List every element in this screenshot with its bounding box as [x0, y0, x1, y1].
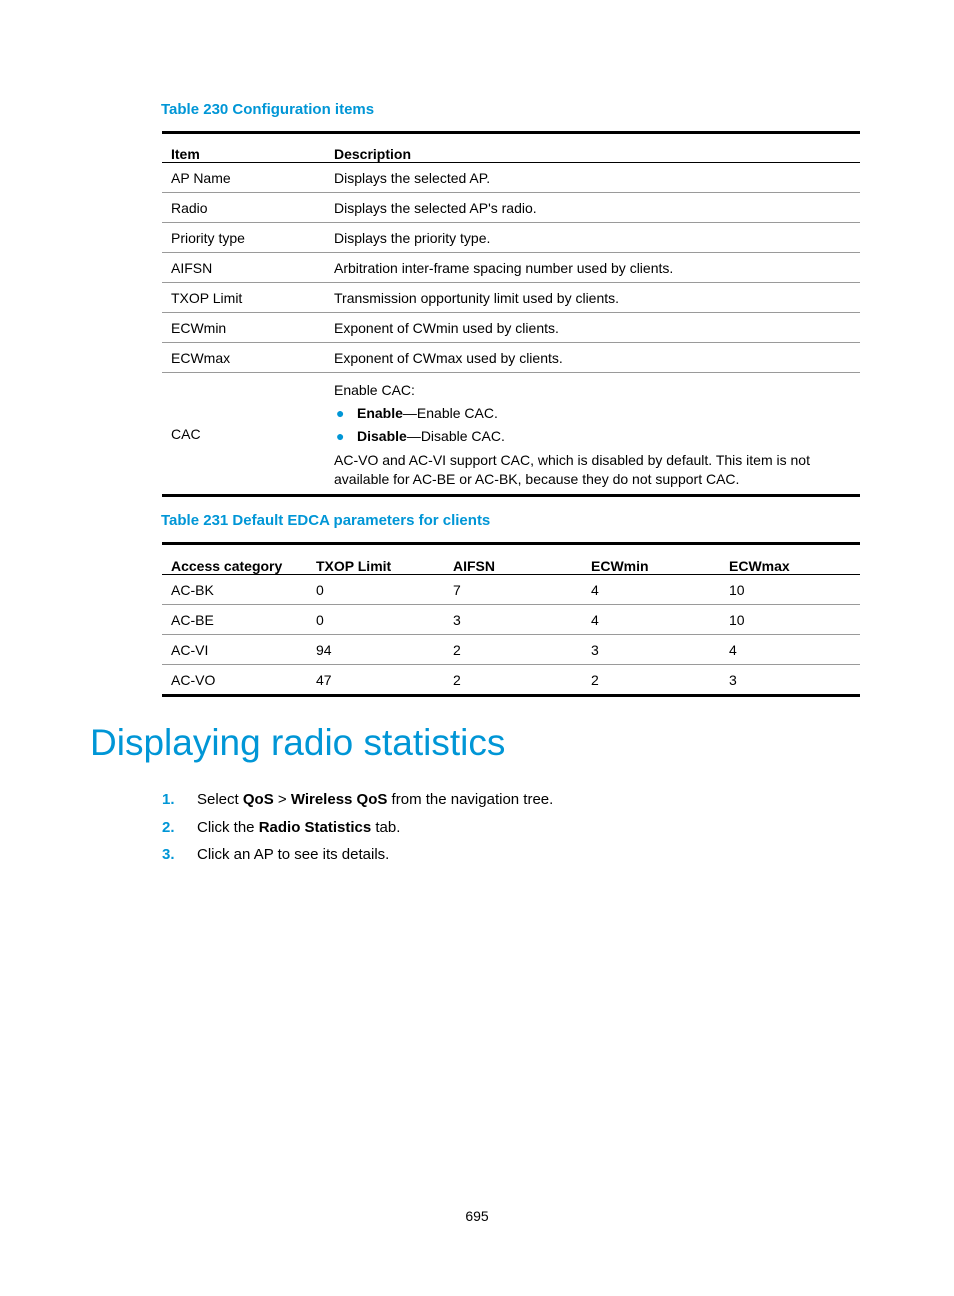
description-cell: Displays the selected AP.	[325, 163, 860, 193]
table-cell: 4	[582, 605, 720, 635]
column-header-ecwmax: ECWmax	[720, 544, 860, 575]
step-number: 1.	[162, 791, 175, 808]
table-cell: 7	[444, 575, 582, 605]
description-cell: Exponent of CWmin used by clients.	[325, 313, 860, 343]
bullet-icon: ●	[336, 428, 345, 444]
table-cell: AC-VI	[162, 635, 307, 665]
item-cell: ECWmin	[162, 313, 325, 343]
description-cell	[325, 373, 860, 496]
step-item	[162, 786, 553, 814]
bullet-icon: ●	[336, 405, 345, 421]
table-row	[162, 253, 860, 283]
table-cell: AC-BK	[162, 575, 307, 605]
step-text	[197, 846, 389, 863]
cac-intro: Enable CAC:	[334, 382, 415, 398]
column-header-access-category: Access category	[162, 544, 307, 575]
table-cell: 2	[444, 635, 582, 665]
table-row	[162, 605, 860, 635]
table-row	[162, 193, 860, 223]
section-title: Displaying radio statistics	[90, 722, 506, 763]
table-231-caption: Table 231 Default EDCA parameters for clients	[161, 512, 491, 529]
option-term: Enable	[357, 405, 403, 421]
table-header-row	[162, 544, 860, 575]
option-term: Disable	[357, 428, 407, 444]
step-number: 3.	[162, 846, 175, 863]
step-text-run: >	[273, 791, 291, 808]
table-row	[162, 665, 860, 696]
cac-note: AC-VO and AC-VI support CAC, which is disabled by default. This item is not available for AC-BE or AC-BK, because they do not support CAC.	[334, 452, 810, 487]
column-header-aifsn: AIFSN	[444, 544, 582, 575]
item-cell: Priority type	[162, 223, 325, 253]
item-cell: Radio	[162, 193, 325, 223]
table-cell: 0	[307, 605, 444, 635]
step-text-run: Click an AP to see its details.	[197, 846, 390, 863]
table-row	[162, 635, 860, 665]
step-item	[162, 841, 553, 869]
table-row-cac	[162, 373, 860, 496]
edca-parameters-table	[162, 542, 860, 697]
column-header-ecwmin: ECWmin	[582, 544, 720, 575]
table-230-caption: Table 230 Configuration items	[161, 101, 375, 118]
item-cell: CAC	[162, 373, 325, 496]
table-cell: 47	[307, 665, 444, 696]
item-cell: AIFSN	[162, 253, 325, 283]
description-cell: Transmission opportunity limit used by clients.	[325, 283, 860, 313]
table-cell: 3	[720, 665, 860, 696]
step-text-run: tab.	[371, 818, 401, 836]
list-item	[334, 425, 860, 448]
configuration-items-table	[162, 131, 860, 497]
ui-term: Radio Statistics	[258, 818, 372, 836]
table-cell: 2	[582, 665, 720, 696]
table-row	[162, 575, 860, 605]
table-cell: 3	[582, 635, 720, 665]
column-header-description: Description	[325, 133, 860, 163]
step-text-run: Click the	[197, 818, 259, 836]
step-text-run: Select	[197, 791, 243, 808]
table-row	[162, 223, 860, 253]
table-row	[162, 163, 860, 193]
column-header-item: Item	[162, 133, 325, 163]
step-item	[162, 814, 553, 842]
description-cell: Exponent of CWmax used by clients.	[325, 343, 860, 373]
step-number: 2.	[162, 818, 175, 836]
description-cell: Arbitration inter-frame spacing number used by clients.	[325, 253, 860, 283]
table-cell: 10	[720, 575, 860, 605]
item-cell: ECWmax	[162, 343, 325, 373]
table-cell: 10	[720, 605, 860, 635]
page-number: 695	[465, 1208, 489, 1224]
table-row	[162, 313, 860, 343]
table-cell: 94	[307, 635, 444, 665]
table-cell: AC-VO	[162, 665, 307, 696]
table-cell: 2	[444, 665, 582, 696]
table-cell: 4	[582, 575, 720, 605]
step-text-run: from the navigation tree.	[387, 791, 554, 808]
table-row	[162, 283, 860, 313]
table-header-row	[162, 133, 860, 163]
table-row	[162, 343, 860, 373]
cac-options-list	[334, 402, 860, 448]
option-text: —Disable CAC.	[406, 428, 505, 444]
description-cell: Displays the priority type.	[325, 223, 860, 253]
table-cell: AC-BE	[162, 605, 307, 635]
table-cell: 3	[444, 605, 582, 635]
ui-term: QoS	[242, 791, 274, 808]
description-cell: Displays the selected AP's radio.	[325, 193, 860, 223]
column-header-txop-limit: TXOP Limit	[307, 544, 444, 575]
ui-term: Wireless QoS	[290, 791, 388, 808]
option-text: —Enable CAC.	[402, 405, 498, 421]
step-text	[197, 819, 400, 836]
table-cell: 0	[307, 575, 444, 605]
steps-list	[162, 786, 553, 869]
list-item	[334, 402, 860, 425]
item-cell: TXOP Limit	[162, 283, 325, 313]
step-text	[197, 791, 553, 808]
table-cell: 4	[720, 635, 860, 665]
item-cell: AP Name	[162, 163, 325, 193]
